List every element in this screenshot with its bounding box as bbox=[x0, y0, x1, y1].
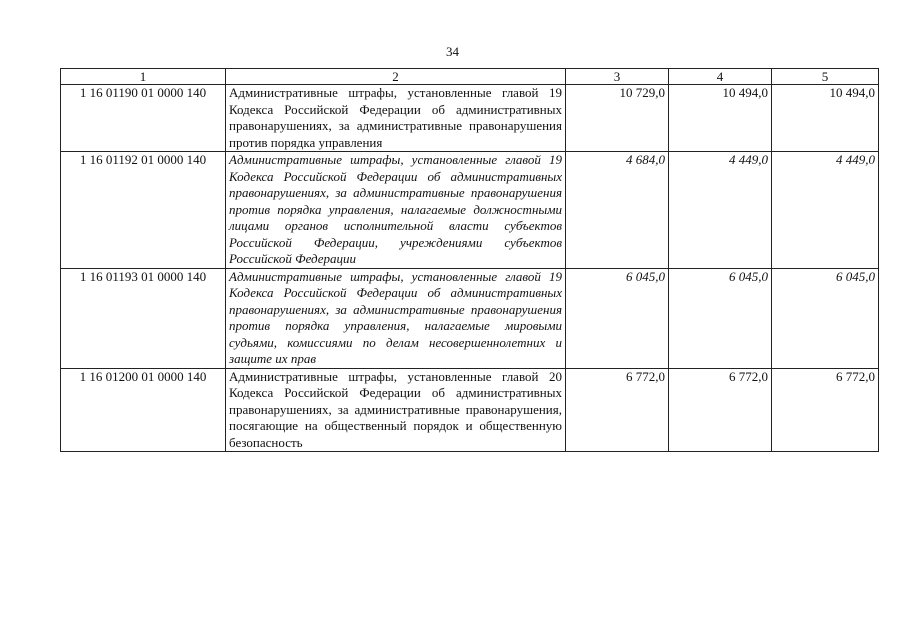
row-value-col5: 10 494,0 bbox=[772, 85, 879, 152]
column-header-1: 1 bbox=[61, 69, 226, 85]
column-header-3: 3 bbox=[566, 69, 669, 85]
row-code: 1 16 01200 01 0000 140 bbox=[61, 368, 226, 452]
row-value-col4: 6 772,0 bbox=[669, 368, 772, 452]
table-header-row bbox=[61, 69, 879, 85]
row-value-col4: 10 494,0 bbox=[669, 85, 772, 152]
column-header-5: 5 bbox=[772, 69, 879, 85]
column-header-2: 2 bbox=[226, 69, 566, 85]
row-description: Административные штрафы, установленные главой 19 Кодекса Российской Федерации об административных правонарушениях, за административные правонарушения против порядка управления, налагаемые должностными лицами органов исполнительной власти субъектов Российской Федерации, учреждениями субъектов Российской Федерации bbox=[226, 152, 566, 269]
row-value-col3: 4 684,0 bbox=[566, 152, 669, 269]
table-row bbox=[61, 368, 879, 452]
row-value-col4: 4 449,0 bbox=[669, 152, 772, 269]
row-value-col3: 6 045,0 bbox=[566, 268, 669, 368]
row-value-col3: 10 729,0 bbox=[566, 85, 669, 152]
row-description: Административные штрафы, установленные главой 19 Кодекса Российской Федерации об административных правонарушениях, за административные правонарушения против порядка управления bbox=[226, 85, 566, 152]
table-row bbox=[61, 152, 879, 269]
table-row bbox=[61, 85, 879, 152]
page-number: 34 bbox=[446, 44, 459, 59]
row-value-col5: 6 772,0 bbox=[772, 368, 879, 452]
row-value-col5: 6 045,0 bbox=[772, 268, 879, 368]
row-description: Административные штрафы, установленные главой 20 Кодекса Российской Федерации об административных правонарушениях, за административные правонарушения, посягающие на общественный порядок и общественную безопасность bbox=[226, 368, 566, 452]
column-header-4: 4 bbox=[669, 69, 772, 85]
row-description: Административные штрафы, установленные главой 19 Кодекса Российской Федерации об административных правонарушениях, за административные правонарушения против порядка управления, налагаемые мировыми судьями, комиссиями по делам несовершеннолетних и защите их прав bbox=[226, 268, 566, 368]
table-row bbox=[61, 268, 879, 368]
row-value-col5: 4 449,0 bbox=[772, 152, 879, 269]
row-value-col4: 6 045,0 bbox=[669, 268, 772, 368]
row-code: 1 16 01192 01 0000 140 bbox=[61, 152, 226, 269]
budget-table bbox=[60, 68, 879, 452]
row-code: 1 16 01190 01 0000 140 bbox=[61, 85, 226, 152]
row-code: 1 16 01193 01 0000 140 bbox=[61, 268, 226, 368]
row-value-col3: 6 772,0 bbox=[566, 368, 669, 452]
